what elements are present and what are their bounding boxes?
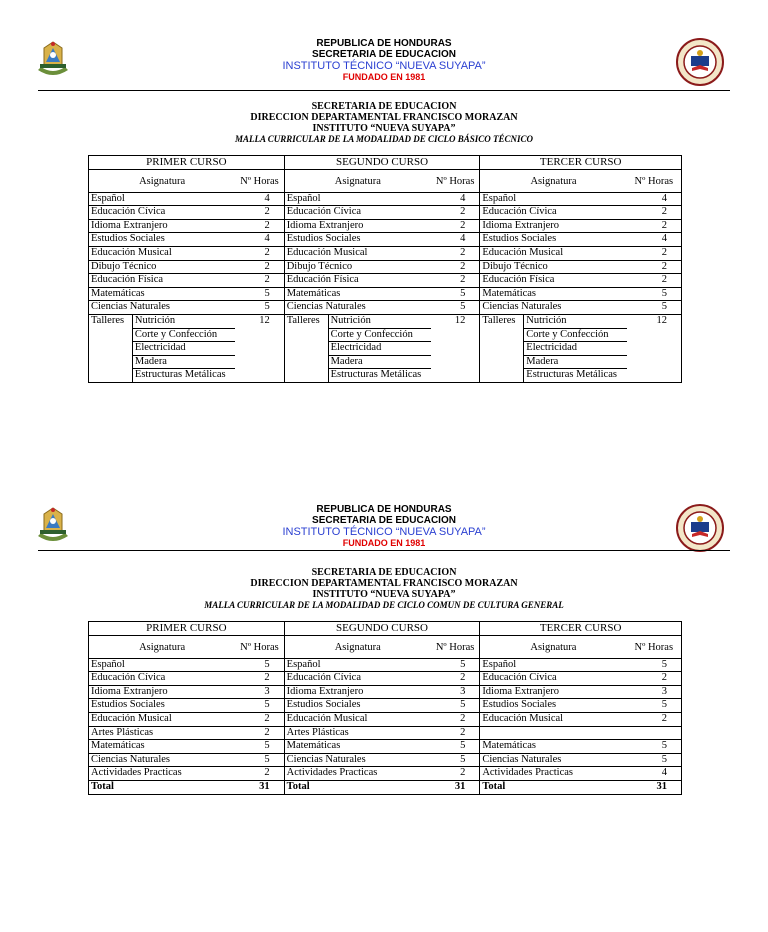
hours-cell: 5: [235, 753, 284, 767]
hours-cell: 2: [431, 672, 480, 686]
hours-cell: 5: [431, 301, 480, 315]
col-horas: Nº Horas: [627, 635, 682, 658]
curriculum-table-comun: [88, 621, 682, 795]
subject-cell: Ciencias Naturales: [284, 753, 431, 767]
hours-cell: 4: [235, 192, 284, 206]
talleres-label: Talleres: [480, 314, 524, 382]
hours-cell: 3: [627, 685, 682, 699]
subject-cell: Educación Cívica: [480, 206, 627, 220]
sub-direccion: DIRECCION DEPARTAMENTAL FRANCISCO MORAZAN: [250, 578, 518, 589]
subject-cell: Idioma Extranjero: [284, 219, 431, 233]
subject-cell: Matemáticas: [89, 740, 236, 754]
curso-header: PRIMER CURSO: [89, 622, 285, 636]
taller-cell: Nutrición: [132, 314, 235, 328]
total-label: Total: [89, 780, 236, 794]
hours-cell: 2: [235, 274, 284, 288]
subject-cell: Actividades Practicas: [480, 767, 627, 781]
taller-cell: Estructuras Metálicas: [524, 369, 627, 383]
hours-cell: 2: [235, 219, 284, 233]
subject-cell: Español: [480, 192, 627, 206]
header-divider: [38, 90, 730, 91]
hours-cell: 5: [627, 740, 682, 754]
taller-cell: Corte y Confección: [328, 328, 431, 342]
hours-cell: 4: [627, 233, 682, 247]
taller-cell: Corte y Confección: [524, 328, 627, 342]
hours-cell: 2: [431, 274, 480, 288]
subject-cell: Educación Cívica: [89, 206, 236, 220]
letterhead-1: [0, 38, 768, 108]
hours-cell: 4: [627, 192, 682, 206]
table-row: [89, 369, 682, 383]
table-row: [89, 355, 682, 369]
subject-cell: Artes Plásticas: [89, 726, 236, 740]
total-label: Total: [480, 780, 627, 794]
hours-cell: 2: [431, 246, 480, 260]
subject-cell: Estudios Sociales: [89, 233, 236, 247]
subject-cell: Estudios Sociales: [480, 233, 627, 247]
hours-cell: 5: [235, 301, 284, 315]
taller-cell: Madera: [328, 355, 431, 369]
header-secretaria: SECRETARIA DE EDUCACION: [312, 49, 456, 60]
sub-direccion: DIRECCION DEPARTAMENTAL FRANCISCO MORAZAN: [250, 112, 518, 123]
hours-cell: 2: [235, 206, 284, 220]
subject-cell: Educación Cívica: [284, 672, 431, 686]
table-row: [89, 328, 682, 342]
subject-cell: Educación Musical: [480, 712, 627, 726]
hours-cell: 2: [431, 767, 480, 781]
subject-cell: Educación Cívica: [89, 672, 236, 686]
curso-header: SEGUNDO CURSO: [284, 156, 480, 170]
subject-cell: Educación Musical: [284, 246, 431, 260]
subject-cell: Idioma Extranjero: [480, 219, 627, 233]
subject-cell: Educación Física: [480, 274, 627, 288]
col-asignatura: Asignatura: [89, 169, 236, 192]
table-row: [89, 287, 682, 301]
hours-cell: 5: [627, 658, 682, 672]
hours-cell: 12: [627, 314, 682, 382]
curso-header: PRIMER CURSO: [89, 156, 285, 170]
col-asignatura: Asignatura: [284, 169, 431, 192]
curso-header: TERCER CURSO: [480, 156, 682, 170]
hours-cell: 2: [431, 219, 480, 233]
taller-cell: Madera: [524, 355, 627, 369]
subject-cell: Idioma Extranjero: [89, 685, 236, 699]
curriculum-table-basico: [88, 155, 682, 383]
table-row: [89, 342, 682, 356]
hours-cell: 2: [627, 274, 682, 288]
subject-cell: Dibujo Técnico: [480, 260, 627, 274]
hours-cell: 5: [235, 658, 284, 672]
hours-cell: 5: [627, 301, 682, 315]
subject-cell: Estudios Sociales: [89, 699, 236, 713]
subject-cell: Actividades Practicas: [284, 767, 431, 781]
hours-cell: 2: [235, 712, 284, 726]
sub-malla-title: MALLA CURRICULAR DE LA MODALIDAD DE CICLO BÁSICO TÉCNICO: [234, 134, 534, 144]
taller-cell: Nutrición: [328, 314, 431, 328]
hours-cell: 2: [235, 260, 284, 274]
subject-cell: Español: [284, 658, 431, 672]
col-horas: Nº Horas: [431, 635, 480, 658]
subject-cell: Artes Plásticas: [284, 726, 431, 740]
col-horas: Nº Horas: [431, 169, 480, 192]
sub-secretaria: SECRETARIA DE EDUCACION: [311, 567, 457, 578]
table-row: [89, 246, 682, 260]
subject-cell: Idioma Extranjero: [480, 685, 627, 699]
taller-cell: Madera: [132, 355, 235, 369]
header-instituto: INSTITUTO TÉCNICO “NUEVA SUYAPA”: [282, 526, 486, 538]
institute-seal-logo: [676, 504, 724, 552]
subject-cell: Actividades Practicas: [89, 767, 236, 781]
hours-cell: 5: [235, 287, 284, 301]
hours-cell: 4: [235, 233, 284, 247]
hours-cell: 2: [431, 260, 480, 274]
subject-cell: Educación Musical: [284, 712, 431, 726]
subject-cell: Matemáticas: [480, 287, 627, 301]
subject-cell: Español: [480, 658, 627, 672]
hours-cell: 2: [431, 726, 480, 740]
hours-cell: 12: [431, 314, 480, 382]
subject-cell: Español: [284, 192, 431, 206]
col-horas: Nº Horas: [627, 169, 682, 192]
subject-cell: Idioma Extranjero: [284, 685, 431, 699]
table-row: [89, 699, 682, 713]
subject-cell: Ciencias Naturales: [480, 753, 627, 767]
subject-cell: Matemáticas: [284, 287, 431, 301]
subject-cell: Matemáticas: [89, 287, 236, 301]
subheader-2: [0, 567, 768, 611]
table-row: [89, 726, 682, 740]
col-horas: Nº Horas: [235, 169, 284, 192]
hours-cell: 5: [431, 753, 480, 767]
table-row: [89, 260, 682, 274]
sub-secretaria: SECRETARIA DE EDUCACION: [311, 101, 457, 112]
subject-cell: Educación Física: [89, 274, 236, 288]
hours-cell: 5: [627, 287, 682, 301]
table-row: [89, 672, 682, 686]
hours-cell: 5: [431, 287, 480, 301]
table-row: [89, 767, 682, 781]
table-row: [89, 753, 682, 767]
hours-cell: 12: [235, 314, 284, 382]
hours-cell: 2: [627, 712, 682, 726]
taller-cell: Corte y Confección: [132, 328, 235, 342]
hours-cell: 4: [627, 767, 682, 781]
sub-malla-title: MALLA CURRICULAR DE LA MODALIDAD DE CICLO COMUN DE CULTURA GENERAL: [204, 600, 564, 610]
institute-seal-logo: [676, 38, 724, 86]
hours-cell: 2: [627, 246, 682, 260]
hours-cell: 4: [431, 233, 480, 247]
taller-cell: Electricidad: [132, 342, 235, 356]
subject-cell: Educación Musical: [89, 712, 236, 726]
hours-cell: 2: [627, 206, 682, 220]
taller-cell: Electricidad: [524, 342, 627, 356]
subject-cell: Idioma Extranjero: [89, 219, 236, 233]
hours-cell: 3: [431, 685, 480, 699]
subheader-1: [0, 101, 768, 145]
total-value: 31: [627, 780, 682, 794]
hours-cell: 5: [235, 699, 284, 713]
sub-instituto: INSTITUTO “NUEVA SUYAPA”: [312, 123, 456, 134]
table-row: [89, 685, 682, 699]
hours-cell: 4: [431, 192, 480, 206]
subject-cell: Ciencias Naturales: [480, 301, 627, 315]
hours-cell: 3: [235, 685, 284, 699]
header-instituto: INSTITUTO TÉCNICO “NUEVA SUYAPA”: [282, 60, 486, 72]
hours-cell: 2: [627, 260, 682, 274]
hours-cell: 2: [235, 767, 284, 781]
subject-cell: Español: [89, 192, 236, 206]
curso-header: TERCER CURSO: [480, 622, 682, 636]
col-asignatura: Asignatura: [284, 635, 431, 658]
table-row: [89, 219, 682, 233]
hours-cell: 2: [235, 672, 284, 686]
col-asignatura: Asignatura: [480, 635, 627, 658]
table-row: [89, 192, 682, 206]
hours-cell: 2: [431, 206, 480, 220]
sub-instituto: INSTITUTO “NUEVA SUYAPA”: [312, 589, 456, 600]
subject-cell: [480, 726, 627, 740]
col-horas: Nº Horas: [235, 635, 284, 658]
subject-cell: Dibujo Técnico: [284, 260, 431, 274]
taller-cell: Nutrición: [524, 314, 627, 328]
hours-cell: 5: [431, 658, 480, 672]
total-value: 31: [235, 780, 284, 794]
hours-cell: [627, 726, 682, 740]
hours-cell: 2: [627, 672, 682, 686]
taller-cell: Estructuras Metálicas: [132, 369, 235, 383]
hours-cell: 5: [627, 753, 682, 767]
table-row: [89, 274, 682, 288]
table-row: [89, 658, 682, 672]
table-row: [89, 233, 682, 247]
table-row: [89, 712, 682, 726]
subject-cell: Ciencias Naturales: [284, 301, 431, 315]
subject-cell: Estudios Sociales: [480, 699, 627, 713]
header-divider: [38, 550, 730, 551]
subject-cell: Matemáticas: [284, 740, 431, 754]
hours-cell: 2: [431, 712, 480, 726]
table-row: [89, 301, 682, 315]
subject-cell: Ciencias Naturales: [89, 301, 236, 315]
header-republica: REPUBLICA DE HONDURAS: [316, 504, 452, 515]
total-row: [89, 780, 682, 794]
subject-cell: Estudios Sociales: [284, 233, 431, 247]
table-row: [89, 740, 682, 754]
table-row: [89, 206, 682, 220]
subject-cell: Educación Cívica: [284, 206, 431, 220]
header-secretaria: SECRETARIA DE EDUCACION: [312, 515, 456, 526]
table-row: [89, 314, 682, 328]
hours-cell: 2: [627, 219, 682, 233]
taller-cell: Electricidad: [328, 342, 431, 356]
hours-cell: 5: [431, 699, 480, 713]
subject-cell: Educación Musical: [480, 246, 627, 260]
subject-cell: Matemáticas: [480, 740, 627, 754]
subject-cell: Educación Física: [284, 274, 431, 288]
col-asignatura: Asignatura: [480, 169, 627, 192]
taller-cell: Estructuras Metálicas: [328, 369, 431, 383]
header-fundado: FUNDADO EN 1981: [342, 538, 426, 548]
subject-cell: Educación Musical: [89, 246, 236, 260]
subject-cell: Estudios Sociales: [284, 699, 431, 713]
subject-cell: Dibujo Técnico: [89, 260, 236, 274]
curso-header: SEGUNDO CURSO: [284, 622, 480, 636]
hours-cell: 5: [431, 740, 480, 754]
total-label: Total: [284, 780, 431, 794]
total-value: 31: [431, 780, 480, 794]
subject-cell: Educación Cívica: [480, 672, 627, 686]
hours-cell: 2: [235, 726, 284, 740]
header-fundado: FUNDADO EN 1981: [342, 72, 426, 82]
hours-cell: 2: [235, 246, 284, 260]
hours-cell: 5: [235, 740, 284, 754]
hours-cell: 5: [627, 699, 682, 713]
letterhead-2: [0, 504, 768, 574]
subject-cell: Español: [89, 658, 236, 672]
talleres-label: Talleres: [284, 314, 328, 382]
talleres-label: Talleres: [89, 314, 133, 382]
col-asignatura: Asignatura: [89, 635, 236, 658]
header-republica: REPUBLICA DE HONDURAS: [316, 38, 452, 49]
subject-cell: Ciencias Naturales: [89, 753, 236, 767]
